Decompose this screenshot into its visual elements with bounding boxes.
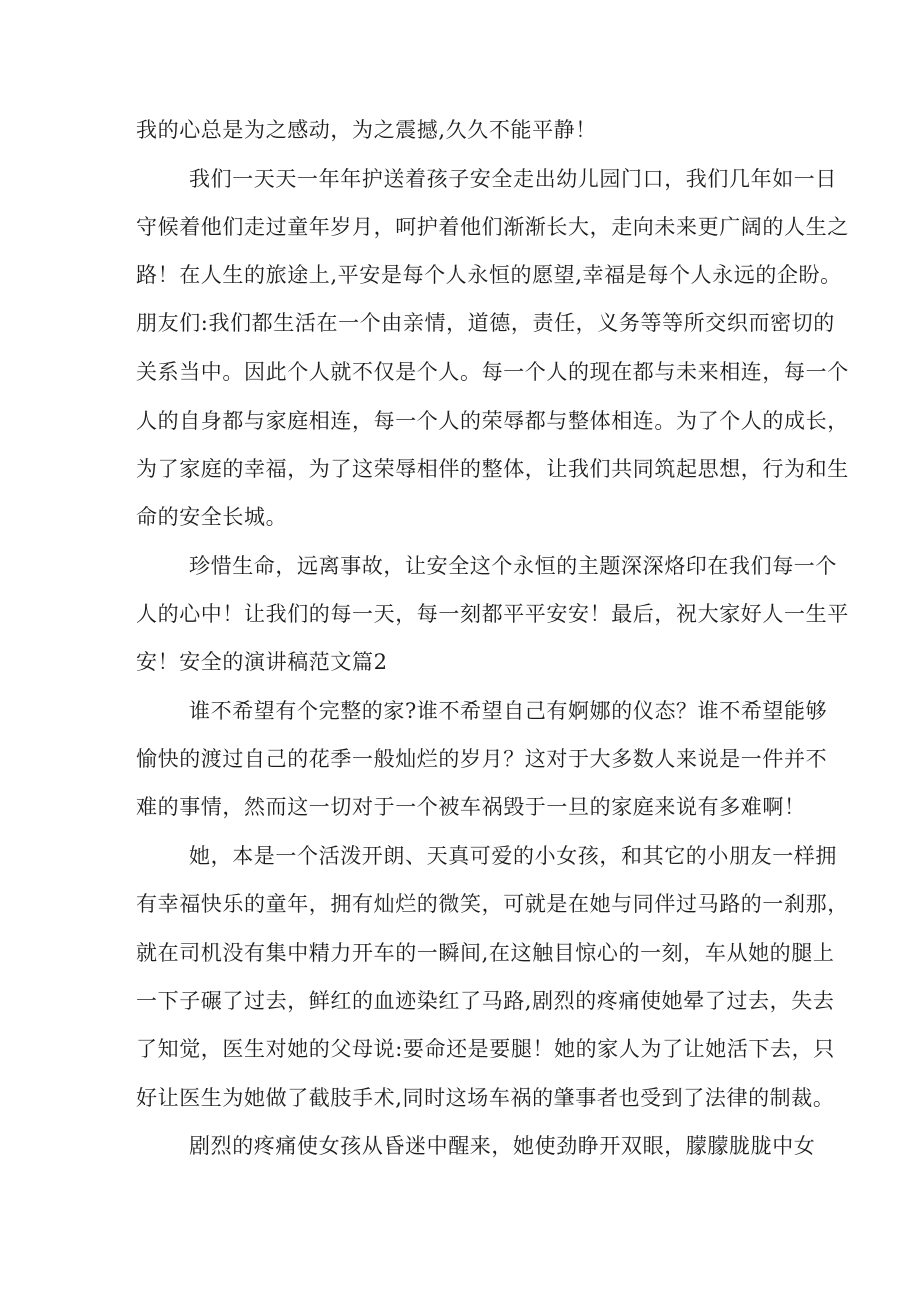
text-line: 路！在人生的旅途上,平安是每个人永恒的愿望,幸福是每个人永远的企盼。 bbox=[136, 263, 842, 287]
text-line: 剧烈的疼痛使女孩从昏迷中醒来，她使劲睁开双眼，朦朦胧胧中女 bbox=[189, 1134, 816, 1158]
text-line: 关系当中。因此个人就不仅是个人。每一个人的现在都与未来相连，每一个 bbox=[136, 360, 849, 384]
text-line: 我的心总是为之感动，为之震撼,久久不能平静！ bbox=[136, 118, 597, 142]
text-line: 谁不希望有个完整的家?谁不希望自己有婀娜的仪态？谁不希望能够 bbox=[189, 699, 828, 723]
text-line: 人的心中！让我们的每一天，每一刻都平平安安！最后，祝大家好人一生平 bbox=[136, 602, 849, 626]
text-line: 有幸福快乐的童年，拥有灿烂的微笑，可就是在她与同伴过马路的一刹那， bbox=[136, 892, 849, 916]
text-line: 我们一天天一年年护送着孩子安全走出幼儿园门口，我们几年如一日 bbox=[189, 167, 837, 191]
text-line: 朋友们:我们都生活在一个由亲情，道德，责任，义务等等所交织而密切的 bbox=[136, 311, 835, 335]
text-line: 为了家庭的幸福，为了这荣辱相伴的整体，让我们共同筑起思想，行为和生 bbox=[136, 457, 849, 481]
text-line: 命的安全长城。 bbox=[136, 505, 288, 529]
text-line: 安！安全的演讲稿范文篇2 bbox=[136, 650, 388, 674]
text-line: 人的自身都与家庭相连，每一个人的荣辱都与整体相连。为了个人的成长， bbox=[136, 409, 849, 433]
text-line: 了知觉，医生对她的父母说:要命还是要腿！她的家人为了让她活下去，只 bbox=[136, 1037, 835, 1061]
text-line: 愉快的渡过自己的花季一般灿烂的岁月？这对于大多数人来说是一件并不 bbox=[136, 747, 828, 771]
text-line: 难的事情，然而这一切对于一个被车祸毁于一旦的家庭来说有多难啊！ bbox=[136, 795, 806, 819]
text-line: 她，本是一个活泼开朗、天真可爱的小女孩，和其它的小朋友一样拥 bbox=[189, 844, 837, 868]
text-line: 好让医生为她做了截肢手术,同时这场车祸的肇事者也受到了法律的制裁。 bbox=[136, 1086, 835, 1110]
text-line: 一下子碾了过去，鲜红的血迹染红了马路,剧烈的疼痛使她晕了过去，失去 bbox=[136, 989, 835, 1013]
text-line: 珍惜生命，远离事故，让安全这个永恒的主题深深烙印在我们每一个 bbox=[189, 554, 837, 578]
text-line: 守候着他们走过童年岁月，呵护着他们渐渐长大，走向未来更广阔的人生之 bbox=[136, 215, 849, 239]
text-line: 就在司机没有集中精力开车的一瞬间,在这触目惊心的一刻，车从她的腿上 bbox=[136, 941, 835, 965]
